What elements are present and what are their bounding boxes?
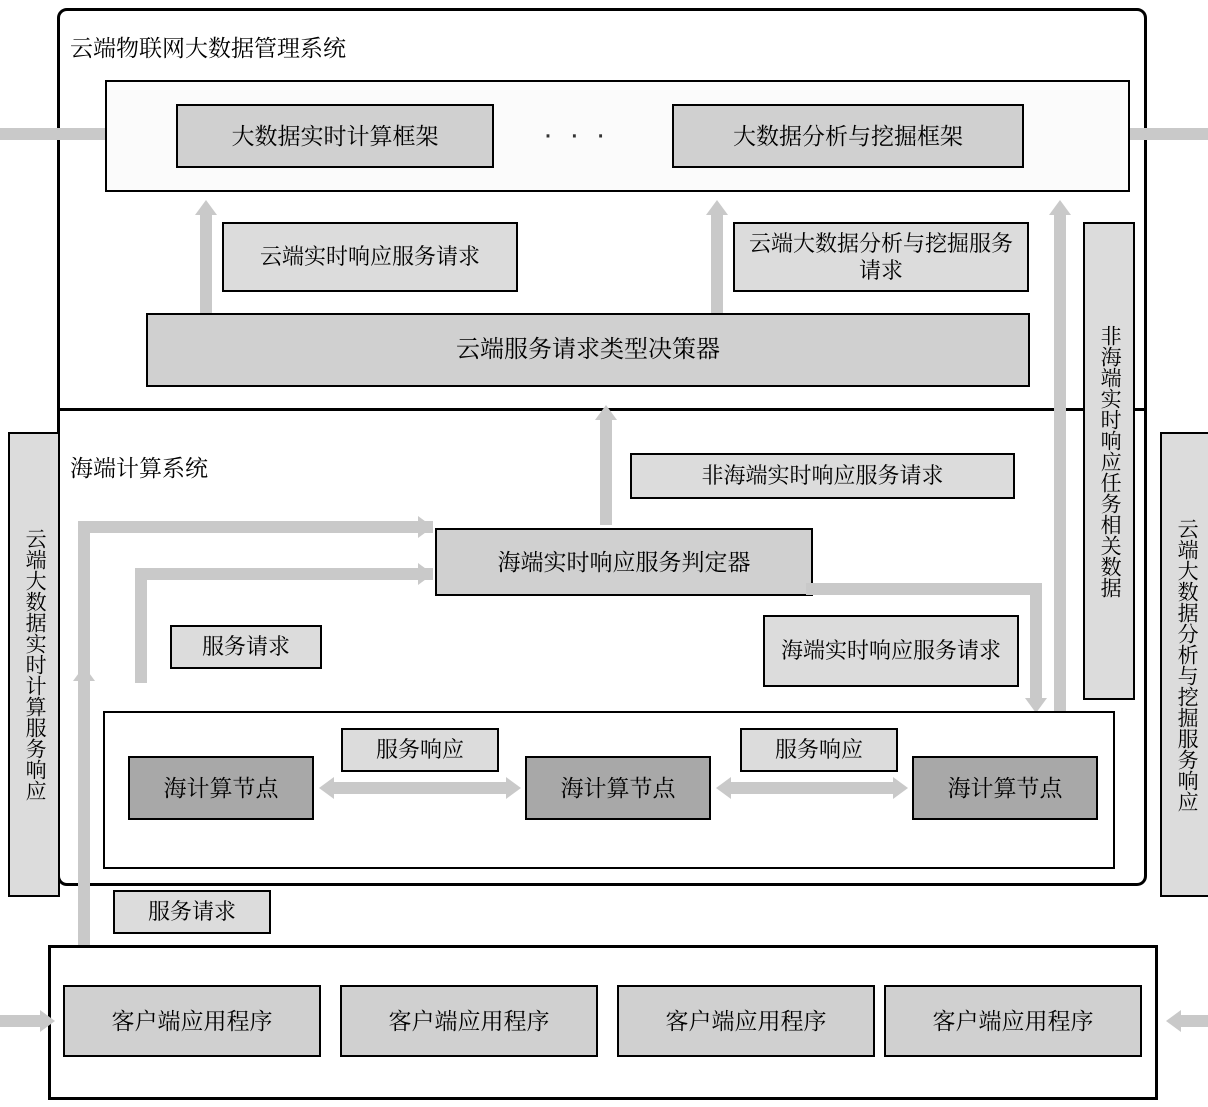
- arrow-judge-to-decider-head: [595, 405, 617, 420]
- arrow-judge-to-nodes-horiz: [806, 583, 1042, 595]
- label-sea-realtime-request: 海端实时响应服务请求: [763, 615, 1019, 687]
- connector-left-framework: [0, 128, 105, 140]
- label-non-sea-task-data: 非海端实时响应任务相关数据: [1083, 222, 1135, 700]
- arrow-judge-to-decider-shaft: [600, 420, 612, 525]
- framework-analysis-box[interactable]: 大数据分析与挖掘框架: [672, 104, 1024, 168]
- arrow-node1-node2-shaft: [334, 782, 506, 794]
- arrow-clients-up-vert: [78, 681, 90, 946]
- arrow-judge-to-nodes-vert: [1030, 583, 1042, 698]
- arrow-request-to-judge-shaft-2: [135, 568, 433, 580]
- arrow-decider-to-analysis-shaft: [711, 215, 723, 315]
- arrow-nonsea-data-shaft: [1054, 215, 1066, 720]
- sea-realtime-judge[interactable]: 海端实时响应服务判定器: [435, 528, 813, 596]
- client-app-2[interactable]: 客户端应用程序: [340, 985, 598, 1057]
- arrow-node1-node2-head-right: [506, 777, 521, 799]
- cloud-system-title: 云端物联网大数据管理系统: [70, 35, 346, 61]
- label-cloud-analysis-request: 云端大数据分析与挖掘服务请求: [733, 222, 1029, 292]
- cloud-request-type-decider[interactable]: 云端服务请求类型决策器: [146, 313, 1030, 387]
- connector-right-framework: [1130, 128, 1208, 140]
- arrow-request-to-judge-vert-1: [78, 521, 90, 681]
- arrow-left-to-clients-shaft: [0, 1015, 42, 1027]
- label-service-response-1: 服务响应: [341, 728, 499, 772]
- ellipsis-icon: · · ·: [543, 118, 610, 151]
- sea-node-1[interactable]: 海计算节点: [128, 756, 314, 820]
- label-cloud-realtime-request: 云端实时响应服务请求: [222, 222, 518, 292]
- arrow-node2-node3-head-left: [716, 777, 731, 799]
- label-cloud-realtime-response: 云端大数据实时计算服务响应: [8, 432, 60, 897]
- label-service-request-mid: 服务请求: [170, 625, 322, 669]
- label-service-response-2: 服务响应: [740, 728, 898, 772]
- arrow-node1-node2-head-left: [319, 777, 334, 799]
- sea-node-2[interactable]: 海计算节点: [525, 756, 711, 820]
- arrow-decider-to-realtime-head: [195, 200, 217, 215]
- arrow-request-to-judge-head-2: [418, 563, 433, 585]
- label-cloud-analysis-response: 云端大数据分析与挖掘服务响应: [1160, 432, 1208, 897]
- framework-realtime-box[interactable]: 大数据实时计算框架: [176, 104, 494, 168]
- label-non-sea-realtime-request: 非海端实时响应服务请求: [630, 453, 1015, 499]
- arrow-decider-to-realtime-shaft: [200, 215, 212, 315]
- arrow-right-to-clients-shaft: [1180, 1015, 1208, 1027]
- arrow-clients-up-head: [73, 666, 95, 681]
- arrow-request-to-judge-head-1: [418, 516, 433, 538]
- sea-system-title: 海端计算系统: [70, 455, 208, 481]
- label-service-request-bottom: 服务请求: [113, 890, 271, 934]
- arrow-right-to-clients-head: [1166, 1010, 1181, 1032]
- arrow-nonsea-data-head: [1049, 200, 1071, 215]
- arrow-request-to-judge-vert-2: [135, 568, 147, 683]
- arrow-left-to-clients-head: [40, 1010, 55, 1032]
- arrow-request-to-judge-shaft-1: [78, 521, 433, 533]
- client-app-1[interactable]: 客户端应用程序: [63, 985, 321, 1057]
- arrow-node2-node3-shaft: [731, 782, 893, 794]
- arrow-node2-node3-head-right: [893, 777, 908, 799]
- client-app-4[interactable]: 客户端应用程序: [884, 985, 1142, 1057]
- sea-node-3[interactable]: 海计算节点: [912, 756, 1098, 820]
- client-app-3[interactable]: 客户端应用程序: [617, 985, 875, 1057]
- arrow-decider-to-analysis-head: [706, 200, 728, 215]
